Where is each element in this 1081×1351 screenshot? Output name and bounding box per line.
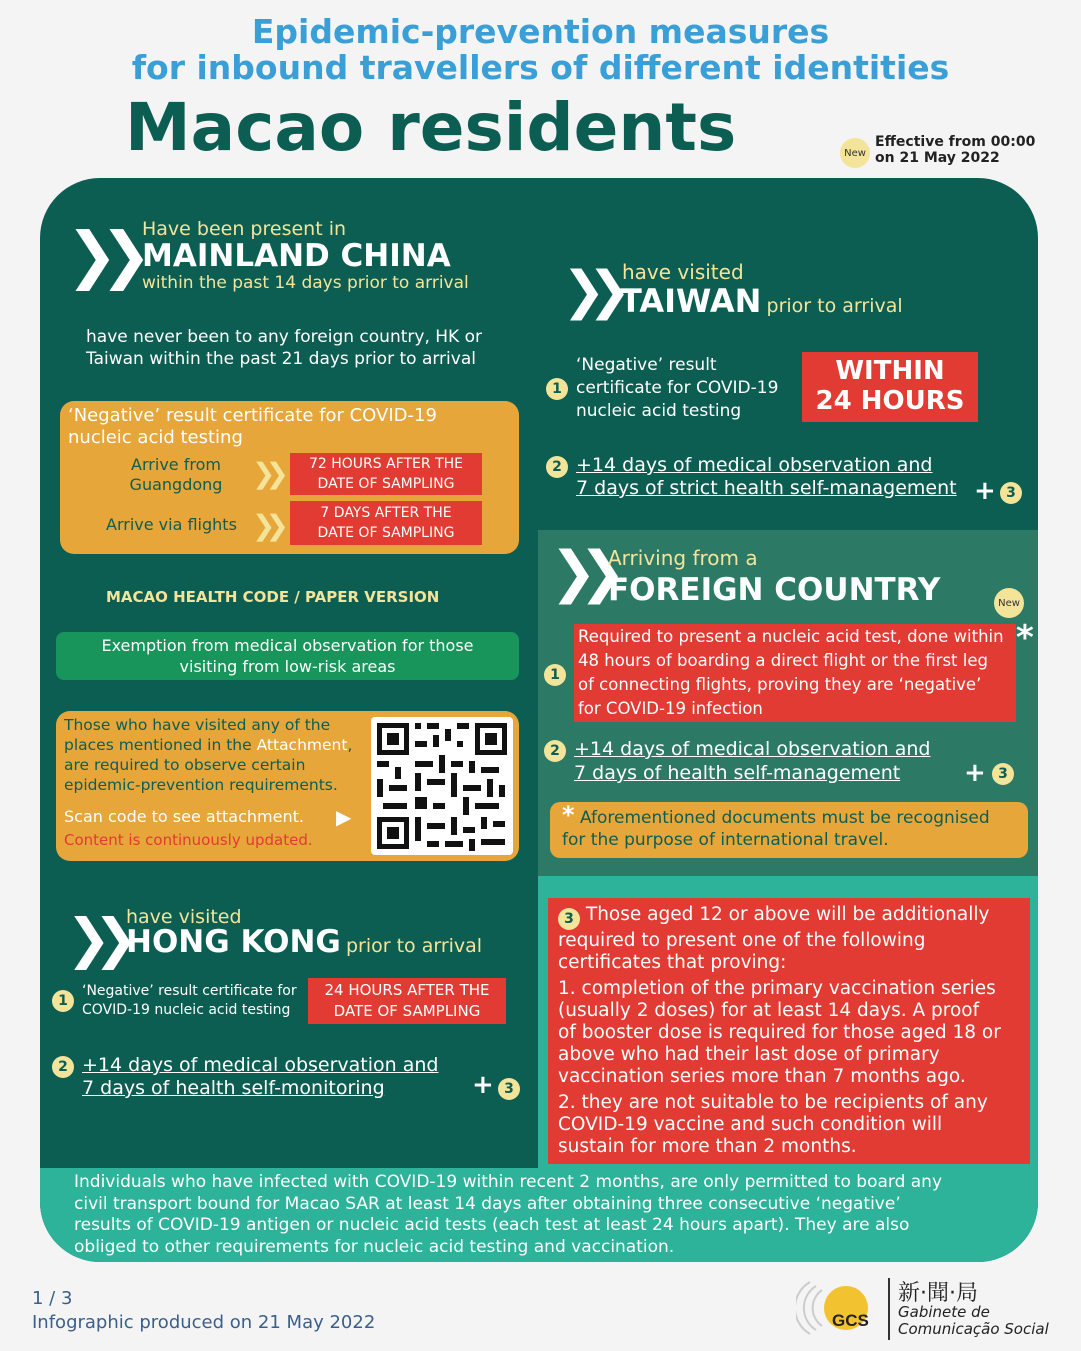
- mainland-note-2: Taiwan within the past 21 days prior to arrival: [86, 349, 476, 369]
- att-2c: ,: [347, 736, 353, 754]
- att-4: epidemic-prevention requirements.: [64, 776, 338, 794]
- number-1-icon: 1: [546, 378, 568, 400]
- chevron-icon: ❯❯: [66, 907, 121, 970]
- title-line-1: Epidemic-prevention measures: [251, 12, 830, 51]
- effective-line-1: Effective from 00:00: [875, 134, 1036, 150]
- vaccine-line-9: 2. they are not suitable to be recipients of any: [558, 1092, 988, 1113]
- mainland-heading: MAINLAND CHINA: [142, 238, 451, 274]
- gd-label-1: Arrive from: [131, 455, 221, 474]
- taiwan-heading-line: [620, 282, 903, 320]
- number-1-icon: 1: [544, 664, 566, 686]
- taiwan-item-1-line-2: certificate for COVID-19: [576, 378, 779, 398]
- hk-post: prior to arrival: [345, 935, 483, 957]
- gcs-logo-icon: [796, 1272, 886, 1344]
- hk-heading: HONG KONG: [126, 924, 341, 960]
- vaccine-line-6: of booster dose is required for those aged 18 or: [558, 1022, 1001, 1043]
- flights-label: Arrive via flights: [106, 515, 237, 534]
- taiwan-item-2: [576, 454, 957, 500]
- number-2-icon: 2: [544, 740, 566, 762]
- foreign-note-2: for the purpose of international travel.: [562, 830, 889, 850]
- taiwan-item-1: [576, 354, 778, 423]
- exemption-box: [56, 632, 519, 680]
- attachment-box: [56, 711, 519, 861]
- hk-time-box: [308, 978, 506, 1024]
- produced-date: Infographic produced on 21 May 2022: [32, 1312, 376, 1333]
- number-2-icon: 2: [52, 1056, 74, 1078]
- within-line-1: WITHIN: [835, 356, 945, 386]
- hk-item-1-line-2: COVID-19 nucleic acid testing: [82, 1002, 291, 1018]
- taiwan-item-2-line-1: +14 days of medical observation and: [576, 454, 933, 476]
- gd-box-1: 72 HOURS AFTER THE: [308, 456, 463, 472]
- vaccine-line-2: required to present one of the following: [558, 930, 926, 951]
- vaccine-line-3: certificates that proving:: [558, 952, 787, 973]
- updated-text: Content is continuously updated.: [64, 831, 313, 849]
- exemption-2: visiting from low-risk areas: [179, 657, 396, 676]
- play-arrow-icon: ▶: [336, 805, 352, 829]
- foreign-note-box: [550, 802, 1028, 858]
- number-2-icon: 2: [546, 456, 568, 478]
- number-1-icon: 1: [52, 990, 74, 1012]
- footer-note-2: civil transport bound for Macao SAR at least 14 days after obtaining three consecutive ‘negative’: [74, 1193, 901, 1214]
- foreign-item-1-line-4: for COVID-19 infection: [578, 699, 763, 718]
- mainland-cert-box: [60, 401, 519, 554]
- foreign-item-1-line-1: Required to present a nucleic acid test, done within: [578, 627, 1004, 646]
- qr-code-graphic: [371, 717, 513, 855]
- chevron-icon: ❯❯: [66, 218, 134, 291]
- att-2a: places mentioned in the: [64, 736, 257, 754]
- number-3-icon: 3: [498, 1078, 520, 1100]
- chevron-icon: ❯❯: [252, 509, 279, 542]
- plus-sign: +: [472, 1070, 494, 1100]
- chevron-icon: ❯❯: [550, 540, 608, 605]
- hk-box-2: DATE OF SAMPLING: [333, 1002, 481, 1020]
- foreign-item-2-line-2: 7 days of health self-management: [574, 762, 901, 784]
- foreign-item-2: [574, 737, 930, 785]
- taiwan-item-1-line-3: nucleic acid testing: [576, 401, 742, 421]
- main-panel: [40, 178, 1038, 1262]
- page-number: 1 / 3: [32, 1288, 73, 1309]
- effective-date: [875, 134, 1035, 166]
- effective-line-2: on 21 May 2022: [875, 150, 1000, 166]
- new-badge: New: [994, 588, 1024, 618]
- attachment-link[interactable]: Attachment: [256, 736, 348, 754]
- within-24-hours-box: [802, 352, 978, 422]
- footer-note-3: results of COVID-19 antigen or nucleic acid tests (each test at least 24 hours apart). They are also: [74, 1215, 910, 1235]
- number-3-icon: 3: [558, 908, 580, 930]
- vaccine-line-1: Those aged 12 or above will be additionally: [585, 904, 990, 925]
- hk-item-1: [82, 982, 297, 1020]
- plus-sign: +: [974, 476, 996, 506]
- footer-note: [74, 1172, 942, 1258]
- title-line-2: for inbound travellers of different identities: [131, 48, 950, 87]
- mainland-pre: Have been present in: [142, 218, 347, 240]
- foreign-item-1-line-2: 48 hours of boarding a direct flight or the first leg: [578, 651, 988, 670]
- foreign-item-1-line-3: of connecting flights, proving they are ‘negative’: [578, 675, 982, 694]
- new-badge: New: [840, 138, 870, 168]
- cert-line-2: nucleic acid testing: [68, 427, 243, 448]
- logo-mark: GCS: [832, 1311, 869, 1330]
- hk-item-2-line-1: +14 days of medical observation and: [82, 1054, 439, 1076]
- within-line-2: 24 HOURS: [815, 386, 965, 416]
- org-name-pt: [898, 1304, 1049, 1338]
- page-title: Macao residents: [125, 89, 737, 166]
- foreign-item-2-line-1: +14 days of medical observation and: [574, 738, 931, 760]
- vaccine-line-8: vaccination series more than 7 months ago.: [558, 1066, 966, 1087]
- fl-box-1: 7 DAYS AFTER THE: [320, 505, 452, 521]
- foreign-item-1: [574, 624, 1016, 722]
- footer-note-1: Individuals who have infected with COVID-19 within recent 2 months, are only permitted to board any: [74, 1172, 943, 1192]
- number-3-icon: 3: [1000, 482, 1022, 504]
- fl-box-2: DATE OF SAMPLING: [317, 525, 455, 541]
- taiwan-post: prior to arrival: [766, 295, 903, 317]
- cert-line-1: ‘Negative’ result certificate for COVID-19: [68, 405, 437, 426]
- gd-label-2: Guangdong: [129, 475, 223, 494]
- taiwan-item-1-line-1: ‘Negative’ result: [576, 355, 717, 375]
- foreign-pre: Arriving from a: [608, 546, 758, 570]
- gcs-logo: [796, 1272, 886, 1344]
- vaccine-line-7: above who had their last dose of primary: [558, 1044, 940, 1065]
- taiwan-pre: have visited: [622, 260, 744, 284]
- plus-sign: +: [964, 758, 986, 788]
- hk-box-1: 24 HOURS AFTER THE: [324, 981, 490, 999]
- hk-item-2-line-2: 7 days of health self-monitoring: [82, 1077, 385, 1099]
- vaccine-line-10: COVID-19 vaccine and such condition will: [558, 1114, 943, 1135]
- hk-heading-line: [126, 924, 482, 960]
- org-name-cn: 新·聞·局: [898, 1281, 978, 1306]
- foreign-note-1: Aforementioned documents must be recognised: [579, 808, 990, 828]
- logo-divider: [888, 1278, 890, 1340]
- gd-box-2: DATE OF SAMPLING: [317, 476, 455, 492]
- mainland-post: within the past 14 days prior to arrival: [142, 273, 469, 293]
- number-3-icon: 3: [992, 763, 1014, 785]
- taiwan-item-2-line-2: 7 days of strict health self-management: [576, 477, 957, 499]
- att-1: Those who have visited any of the: [64, 716, 331, 734]
- hk-item-1-line-1: ‘Negative’ result certificate for: [82, 983, 297, 999]
- asterisk-icon: *: [562, 801, 575, 829]
- health-code-label: MACAO HEALTH CODE / PAPER VERSION: [106, 588, 440, 606]
- att-3: are required to observe certain: [64, 756, 306, 774]
- qr-code[interactable]: [371, 717, 513, 855]
- taiwan-heading: TAIWAN: [620, 282, 762, 320]
- org-pt-1: Gabinete de: [898, 1303, 990, 1321]
- exemption-1: Exemption from medical observation for those: [101, 636, 474, 655]
- mainland-note: [86, 326, 482, 370]
- mainland-note-1: have never been to any foreign country, HK or: [86, 327, 482, 347]
- chevron-icon: ❯❯: [562, 261, 614, 321]
- hk-item-2: [82, 1054, 438, 1100]
- vaccine-line-5: (usually 2 doses) for at least 14 days. A proof: [558, 1000, 980, 1021]
- org-pt-2: Comunicação Social: [898, 1320, 1049, 1338]
- vaccine-box: [548, 898, 1030, 1164]
- asterisk-icon: *: [1016, 618, 1034, 658]
- scan-text: Scan code to see attachment.: [64, 807, 304, 826]
- vaccine-line-4: 1. completion of the primary vaccination series: [558, 978, 996, 999]
- vaccine-line-11: sustain for more than 2 months.: [558, 1136, 857, 1157]
- footer-note-4: obliged to other requirements for nucleic acid testing and vaccination.: [74, 1236, 675, 1257]
- chevron-icon: ❯❯: [252, 457, 279, 490]
- foreign-heading: FOREIGN COUNTRY: [608, 572, 941, 608]
- hk-pre: have visited: [126, 906, 242, 928]
